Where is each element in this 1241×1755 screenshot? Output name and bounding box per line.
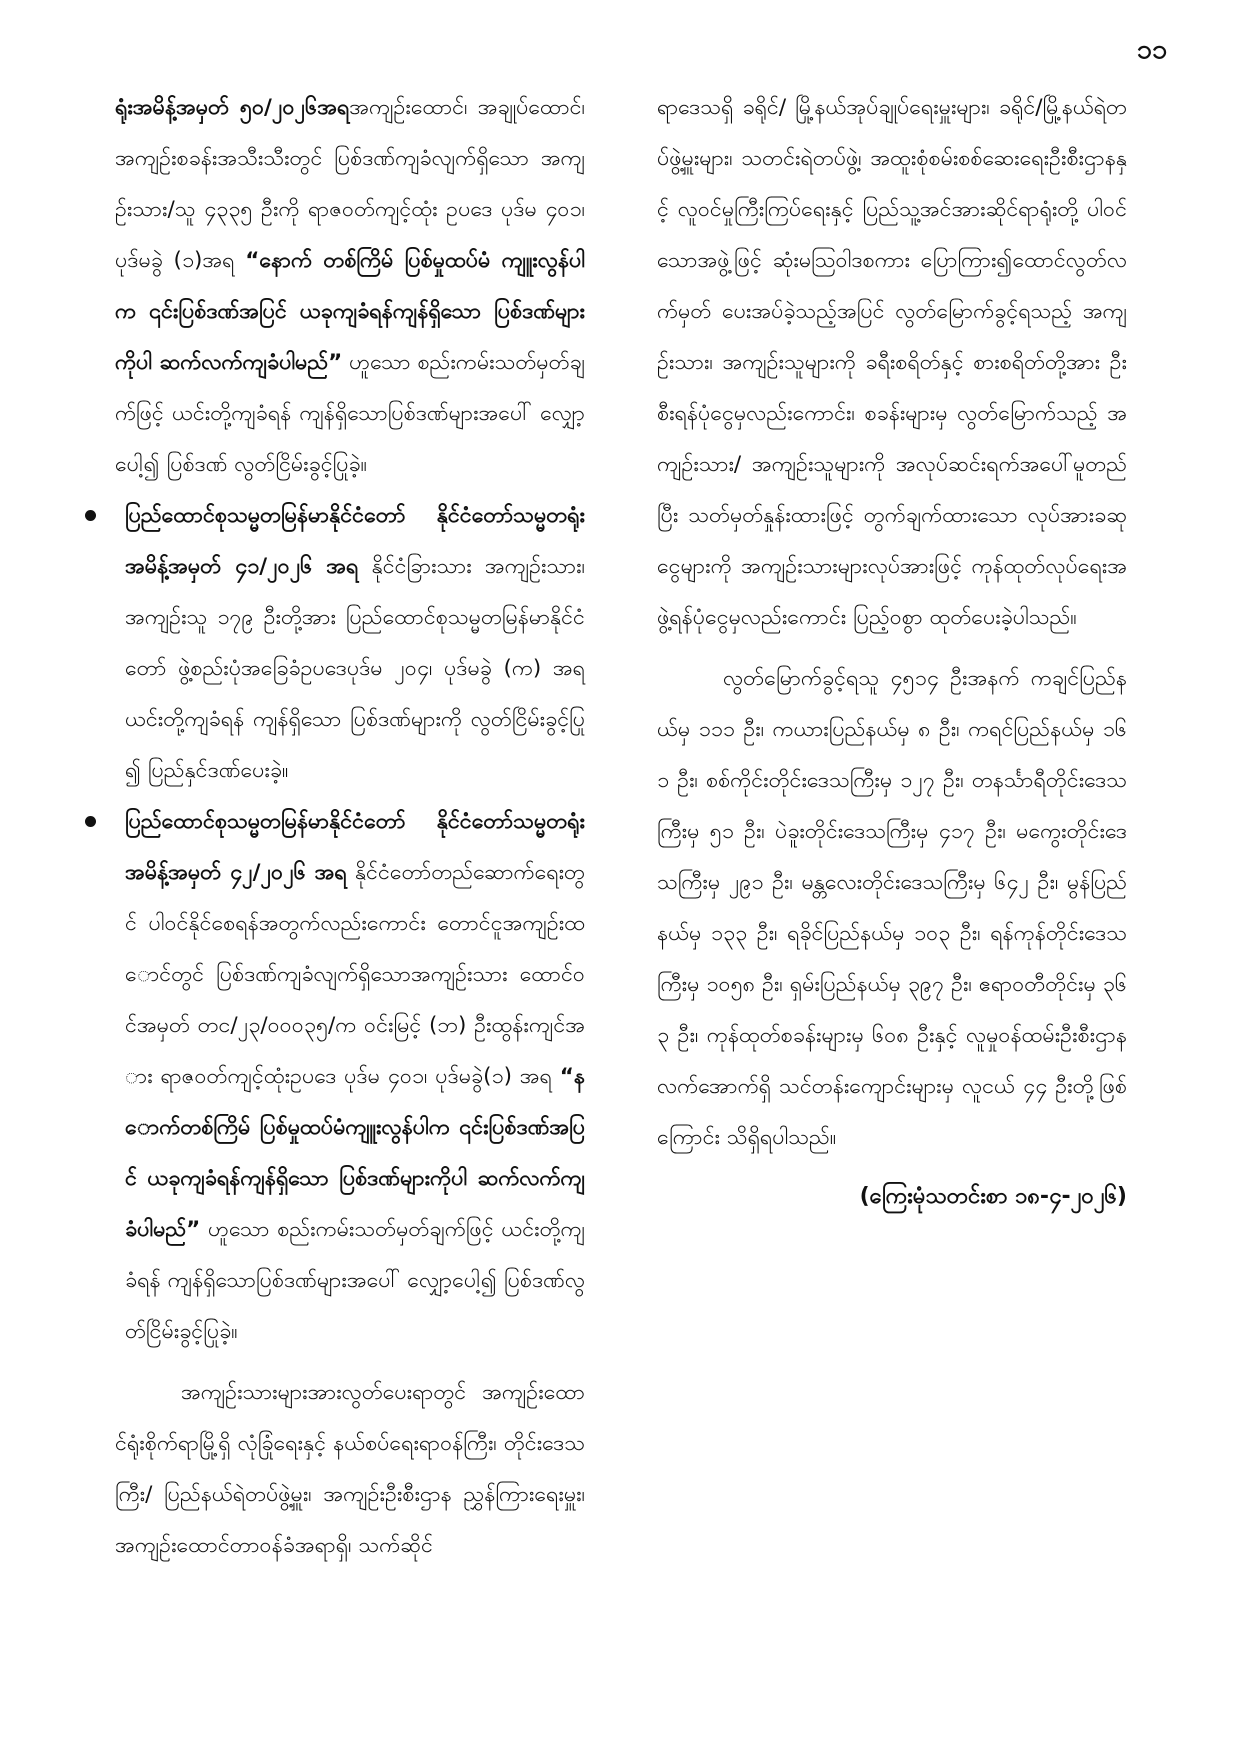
- left-paragraph-2: အကျဉ်းသားများအားလွတ်ပေးရာတွင် အကျဉ်းထောင်ရုံးစိုက်ရာမြို့ရှိ လုံခြုံရေးနှင့် နယ်စပ်ရေးရာဝန်ကြီး၊ တိုင်းဒေသကြီး/ ပြည်နယ်ရဲတပ်ဖွဲ့မှူး၊ အကျဉ်းဦးစီးဌာန ညွှန်ကြားရေးမှူး၊ အကျဉ်းထောင်တာဝန်ခံအရာရှိ၊ သက်ဆိုင်: [115, 1380, 585, 1558]
- paragraph-text: နိုင်ငံတော်တည်ဆောက်ရေးတွင် ပါဝင်နိုင်စေရန်အတွက်လည်းကောင်း တောင်ငူအကျဉ်းထောင်တွင် ပြစ်ဒဏ်ကျခံလျက်ရှိသောအကျဉ်းသား ထောင်ဝင်အမှတ် တင/၂၃/၀၀၀၃၅/က ဝင်းမြင့် (ဘ) ဦးထွန်းကျင်အား ရာဇဝတ်ကျင့်ထုံးဥပဒေ ပုဒ်မ ၄၀၁၊ ပုဒ်မခွဲ(၁) အရ: [125, 860, 585, 1089]
- right-column: [657, 82, 1127, 1262]
- bullet-item-foreign-prisoners: [115, 490, 585, 796]
- source-citation: (ကြေးမုံသတင်းစာ ၁၈-၄-၂၀၂၆): [859, 1184, 1127, 1209]
- order-reference: ပြည်ထောင်စုသမ္မတမြန်မာနိုင်ငံတော် နိုင်ငံတော်သမ္မတရုံး အမိန့်အမှတ် ၄၁/၂၀၂၆ အရ: [125, 503, 585, 579]
- paragraph-text: နိုင်ငံခြားသား အကျဉ်းသား၊ အကျဉ်းသူ ၁၇၉ ဦးတို့အား ပြည်ထောင်စုသမ္မတမြန်မာနိုင်ငံတော် ဖွဲ့စည်းပုံအခြေခံဥပဒေပုဒ်မ ၂၀၄၊ ပုဒ်မခွဲ (က) အရ ယင်းတို့ကျခံရန် ကျန်ရှိသော ပြစ်ဒဏ်များကို လွတ်ငြိမ်းခွင့်ပြု၍ ပြည်နှင်ဒဏ်ပေးခဲ့။: [125, 554, 585, 783]
- left-column: [115, 82, 585, 1722]
- bullet-icon: [85, 510, 96, 521]
- left-paragraph-1: [115, 82, 585, 490]
- bullet-item-individual-release: [115, 796, 585, 1357]
- condition-quote: “နောက် တစ်ကြိမ် ပြစ်မှုထပ်မံ ကျူးလွန်ပါက ၎င်းပြစ်ဒဏ်အပြင် ယခုကျခံရန်ကျန်ရှိသော ပြစ်ဒဏ်များကိုပါ ဆက်လက်ကျခံပါမည်”: [115, 248, 585, 375]
- order-reference: ပြည်ထောင်စုသမ္မတမြန်မာနိုင်ငံတော် နိုင်ငံတော်သမ္မတရုံး အမိန့်အမှတ် ၄၂/၂၀၂၆ အရ: [125, 809, 585, 885]
- right-paragraph-1: ရာဒေသရှိ ခရိုင်/ မြို့နယ်အုပ်ချုပ်ရေးမှူးများ၊ ခရိုင်/မြို့နယ်ရဲတပ်ဖွဲ့မှူးများ၊ သတင်းရဲတပ်ဖွဲ့၊ အထူးစုံစမ်းစစ်ဆေးရေးဦးစီးဌာနနှင့် လူဝင်မှုကြီးကြပ်ရေးနှင့် ပြည်သူ့အင်အားဆိုင်ရာရုံးတို့ ပါဝင်သောအဖွဲ့ဖြင့် ဆုံးမသြဝါဒစကား ပြောကြား၍ထောင်လွတ်လက်မှတ် ပေးအပ်ခဲ့သည့်အပြင် လွတ်မြောက်ခွင့်ရသည့် အကျဉ်းသား၊ အကျဉ်းသူများကို ခရီးစရိတ်နှင့် စားစရိတ်တို့အား ဦးစီးရန်ပုံငွေမှလည်းကောင်း၊ စခန်းများမှ လွတ်မြောက်သည့် အကျဉ်းသား/ အကျဉ်းသူများကို အလုပ်ဆင်းရက်အပေါ်မူတည်ပြီး သတ်မှတ်နှုန်းထားဖြင့် တွက်ချက်ထားသော လုပ်အားခဆုငွေများကို အကျဉ်းသားများလုပ်အားဖြင့် ကုန်ထုတ်လုပ်ရေးအဖွဲ့ရန်ပုံငွေမှလည်းကောင်း ပြည့်ဝစွာ ထုတ်ပေးခဲ့ပါသည်။: [657, 95, 1127, 630]
- paragraph-text: ဟူသော စည်းကမ်းသတ်မှတ်ချက်ဖြင့် ယင်းတို့ကျခံရန် ကျန်ရှိသောပြစ်ဒဏ်များအပေါ် လျှော့ပေါ့၍ ပြစ်ဒဏ် လွတ်ငြိမ်းခွင့်ပြုခဲ့။: [115, 350, 586, 477]
- bullet-icon: [85, 816, 96, 827]
- right-paragraph-2: လွတ်မြောက်ခွင့်ရသူ ၄၅၁၄ ဦးအနက် ကချင်ပြည်နယ်မှ ၁၁၁ ဦး၊ ကယားပြည်နယ်မှ ၈ ဦး၊ ကရင်ပြည်နယ်မှ ၁၆၁ ဦး၊ စစ်ကိုင်းတိုင်းဒေသကြီးမှ ၁၂၇ ဦး၊ တနင်္သာရီတိုင်းဒေသကြီးမှ ၅၁ ဦး၊ ပဲခူးတိုင်းဒေသကြီးမှ ၄၁၇ ဦး၊ မကွေးတိုင်းဒေသကြီးမှ ၂၉၁ ဦး၊ မန္တလေးတိုင်းဒေသကြီးမှ ၆၄၂ ဦး၊ မွန်ပြည်နယ်မှ ၁၃၃ ဦး၊ ရခိုင်ပြည်နယ်မှ ၁၀၃ ဦး၊ ရန်ကုန်တိုင်းဒေသကြီးမှ ၁၀၅၈ ဦး၊ ရှမ်းပြည်နယ်မှ ၃၉၇ ဦး၊ ဧရာဝတီတိုင်းမှ ၃၆၃ ဦး၊ ကုန်ထုတ်စခန်းများမှ ၆၀၈ ဦးနှင့် လူမှုဝန်ထမ်းဦးစီးဌာနလက်အောက်ရှိ သင်တန်းကျောင်းများမှ လူငယ် ၄၄ ဦးတို့ဖြစ်ကြောင်း သိရှိရပါသည်။: [657, 666, 1127, 1150]
- page-number: ၁၁: [1136, 34, 1167, 65]
- order-reference: ရုံးအမိန့်အမှတ် ၅၀/၂၀၂၆အရ: [115, 95, 350, 120]
- condition-quote: “နောက်တစ်ကြိမ် ပြစ်မှုထပ်မံကျူးလွန်ပါက ၎င်းပြစ်ဒဏ်အပြင် ယခုကျခံရန်ကျန်ရှိသော ပြစ်ဒဏ်များကိုပါ ဆက်လက်ကျခံပါမည်”: [125, 1064, 585, 1242]
- paragraph-text: ဟူသော စည်းကမ်းသတ်မှတ်ချက်ဖြင့် ယင်းတို့ကျခံရန် ကျန်ရှိသောပြစ်ဒဏ်များအပေါ် လျှော့ပေါ့၍ ပြစ်ဒဏ်လွတ်ငြိမ်းခွင့်ပြုခဲ့။: [125, 1217, 585, 1344]
- paragraph-text: အကျဉ်းထောင်၊ အချုပ်ထောင်၊ အကျဉ်းစခန်းအသီးသီးတွင် ပြစ်ဒဏ်ကျခံလျက်ရှိသော အကျဉ်းသား/သူ ၄၃၃၅ ဦးကို ရာဇဝတ်ကျင့်ထုံး ဥပဒေ ပုဒ်မ ၄၀၁၊ ပုဒ်မခွဲ (၁)အရ: [115, 95, 585, 273]
